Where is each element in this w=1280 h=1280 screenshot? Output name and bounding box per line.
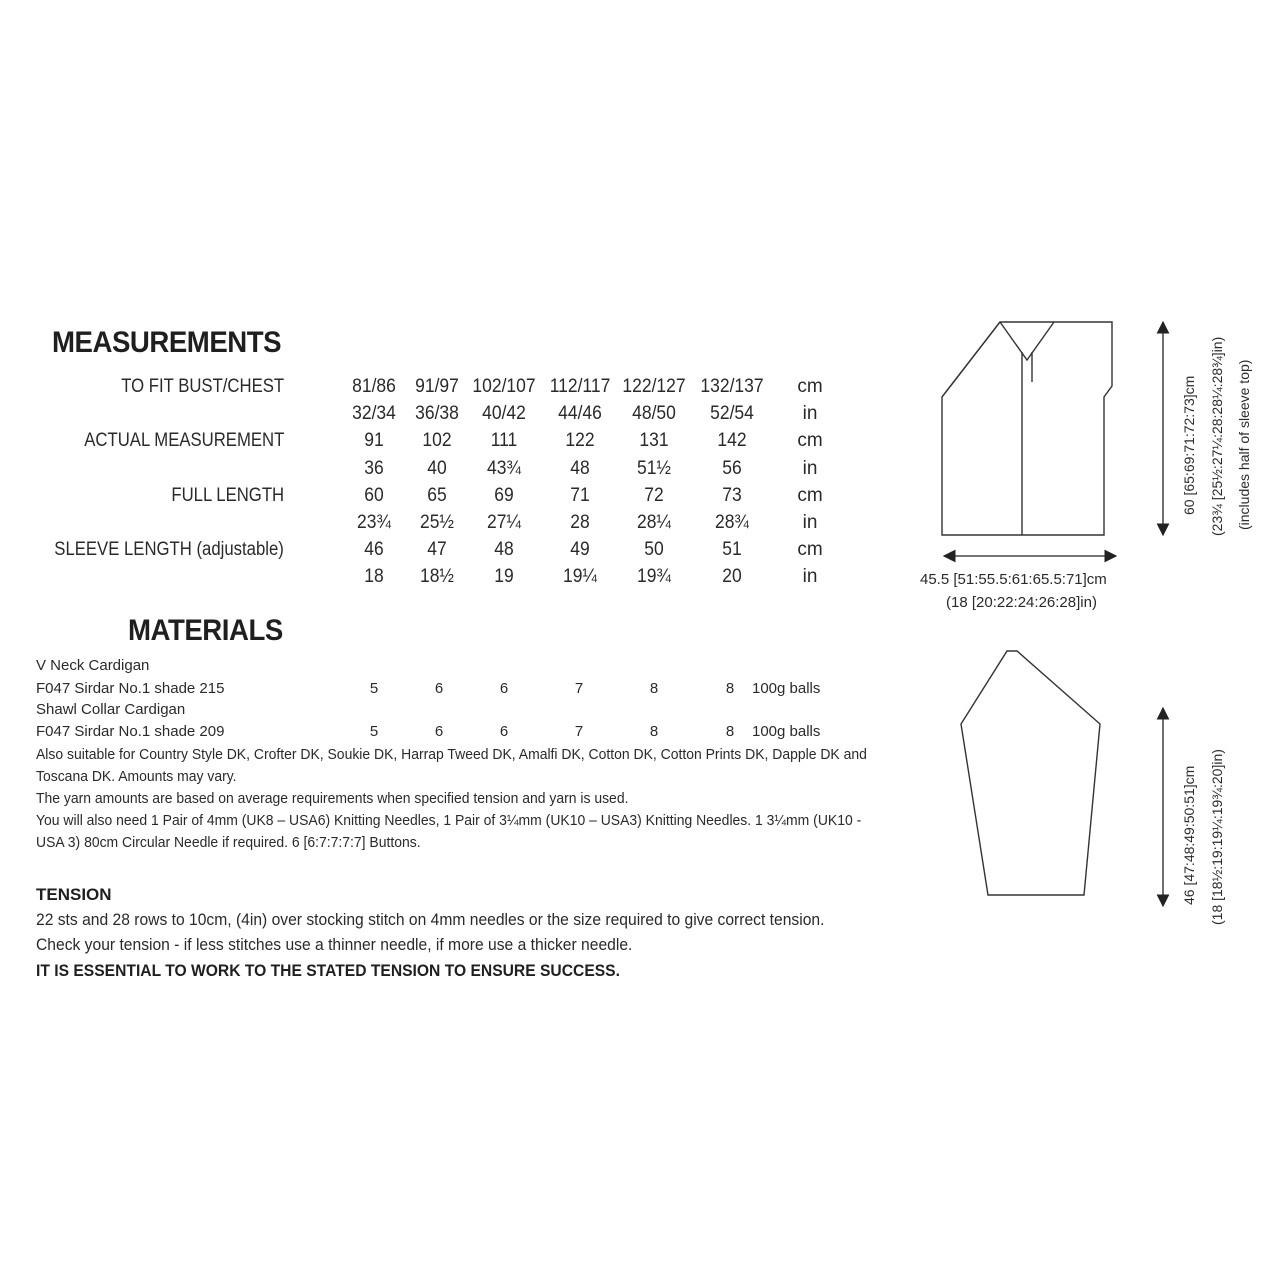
measurement-value: 122/127 [622,376,686,397]
measurement-unit: cm [797,539,823,561]
measurement-label: FULL LENGTH [171,484,284,506]
tension-advice: Check your tension - if less stitches use a thinner needle, if more use a thicker needle. [36,935,633,954]
measurement-value: 25½ [419,512,455,533]
measurement-label: ACTUAL MEASUREMENT [83,430,284,452]
materials-note-needles: You will also need 1 Pair of 4mm (UK8 – USA6) Knitting Needles, 1 Pair of 3¼mm (UK10 – USA3) Knitting Needles. 1 3¼mm (UK10 - USA 3) 80cm Circular Needle if required. 6 [6:7:7:7:7] Buttons. [36,812,862,851]
measurement-value: 50 [644,539,664,561]
tension-warning: IT IS ESSENTIAL TO WORK TO THE STATED TENSION TO ENSURE SUCCESS. [36,961,620,980]
measurement-unit: in [802,457,818,479]
measurement-value: 73 [722,484,742,506]
measurement-value: 142 [717,430,747,452]
measurement-value: 20 [722,566,742,588]
measurement-value: 27¼ [486,512,522,533]
measurement-value: 112/117 [549,376,611,397]
measurement-unit: in [802,566,818,588]
measurement-value: 28¾ [714,512,750,533]
material-quantity: 6 [499,723,509,740]
measurement-unit: in [802,403,818,425]
measurement-value: 91 [364,430,384,452]
measurement-value: 132/137 [700,376,764,397]
material-quantity: 8 [649,680,659,697]
materials-note-amounts: The yarn amounts are based on average requirements when specified tension and yarn is used. [36,790,629,807]
measurement-value: 40 [427,457,447,479]
material-title-vneck: V Neck Cardigan [36,657,150,674]
tension-heading: TENSION [36,885,112,904]
materials-heading: MATERIALS [128,614,283,647]
measurement-value: 72 [644,484,664,506]
material-quantity: 7 [574,723,584,740]
body-length-in: (23¾ [25½:27¼:28:28¼:28¾]in) [1209,336,1225,536]
measurement-value: 28 [570,512,590,533]
measurement-unit: cm [797,430,823,452]
measurement-unit: cm [797,376,823,397]
measurement-value: 91/97 [415,376,459,397]
measurement-value: 36 [364,457,384,479]
material-quantity: 6 [434,680,444,697]
material-quantity: 5 [369,680,379,697]
measurement-value: 102/107 [472,376,536,397]
body-schematic [942,322,1112,535]
measurement-value: 71 [570,484,590,506]
measurement-label: SLEEVE LENGTH (adjustable) [54,539,284,561]
body-length-note: (includes half of sleeve top) [1236,359,1252,530]
measurement-value: 102 [422,430,452,452]
measurement-value: 43¾ [486,457,522,479]
measurement-value: 40/42 [482,403,526,425]
measurement-value: 56 [722,457,742,479]
material-yarn-shawl: F047 Sirdar No.1 shade 209 [36,723,225,740]
measurement-value: 23¾ [356,512,392,533]
material-title-shawl: Shawl Collar Cardigan [36,701,186,718]
measurement-value: 52/54 [710,403,754,425]
material-unit-vneck: 100g balls [752,680,821,697]
body-width-in: (18 [20:22:24:26:28]in) [946,594,1097,611]
measurement-value: 36/38 [415,403,459,425]
measurement-value: 18½ [419,566,455,588]
tension-gauge: 22 sts and 28 rows to 10cm, (4in) over stocking stitch on 4mm needles or the size required to give correct tension. [36,910,825,929]
measurement-value: 46 [364,539,384,561]
measurement-value: 44/46 [558,403,602,425]
material-quantity: 8 [725,680,735,697]
measurement-value: 69 [494,484,514,506]
measurement-value: 122 [565,430,595,452]
measurement-value: 51½ [636,457,672,479]
measurement-unit: in [802,512,818,533]
body-width-cm: 45.5 [51:55.5:61:65.5:71]cm [920,571,1107,588]
measurement-value: 32/34 [352,403,396,425]
material-quantity: 6 [499,680,509,697]
measurement-value: 19¾ [636,566,672,588]
measurement-value: 51 [722,539,742,561]
sleeve-schematic [961,651,1100,895]
sleeve-length-in: (18 [18½:19:19¼:19¾:20]in) [1209,749,1225,925]
measurement-value: 48/50 [632,403,676,425]
measurement-value: 48 [494,539,514,561]
measurement-value: 131 [639,430,669,452]
measurement-value: 19¼ [562,566,598,588]
measurement-value: 49 [570,539,590,561]
material-quantity: 8 [649,723,659,740]
measurement-value: 28¼ [636,512,672,533]
measurement-label: TO FIT BUST/CHEST [121,376,284,397]
measurement-unit: cm [797,484,823,506]
measurement-value: 65 [427,484,447,506]
measurement-value: 111 [490,430,518,452]
material-quantity: 5 [369,723,379,740]
material-unit-shawl: 100g balls [752,723,821,740]
material-quantity: 8 [725,723,735,740]
measurement-value: 47 [427,539,447,561]
materials-note-alternatives: Also suitable for Country Style DK, Crofter DK, Soukie DK, Harrap Tweed DK, Amalfi DK, Cotton DK, Cotton Prints DK, Dapple DK and Toscana DK. Amounts may vary. [36,746,867,785]
body-length-cm: 60 [65:69:71:72:73]cm [1181,375,1197,515]
measurement-value: 81/86 [352,376,396,397]
sleeve-length-cm: 46 [47:48:49:50:51]cm [1181,765,1197,905]
measurement-value: 60 [364,484,384,506]
measurement-value: 48 [570,457,590,479]
material-quantity: 6 [434,723,444,740]
measurements-heading: MEASUREMENTS [52,326,282,359]
material-quantity: 7 [574,680,584,697]
material-yarn-vneck: F047 Sirdar No.1 shade 215 [36,680,225,697]
measurement-value: 19 [494,566,514,588]
measurement-value: 18 [364,566,384,588]
